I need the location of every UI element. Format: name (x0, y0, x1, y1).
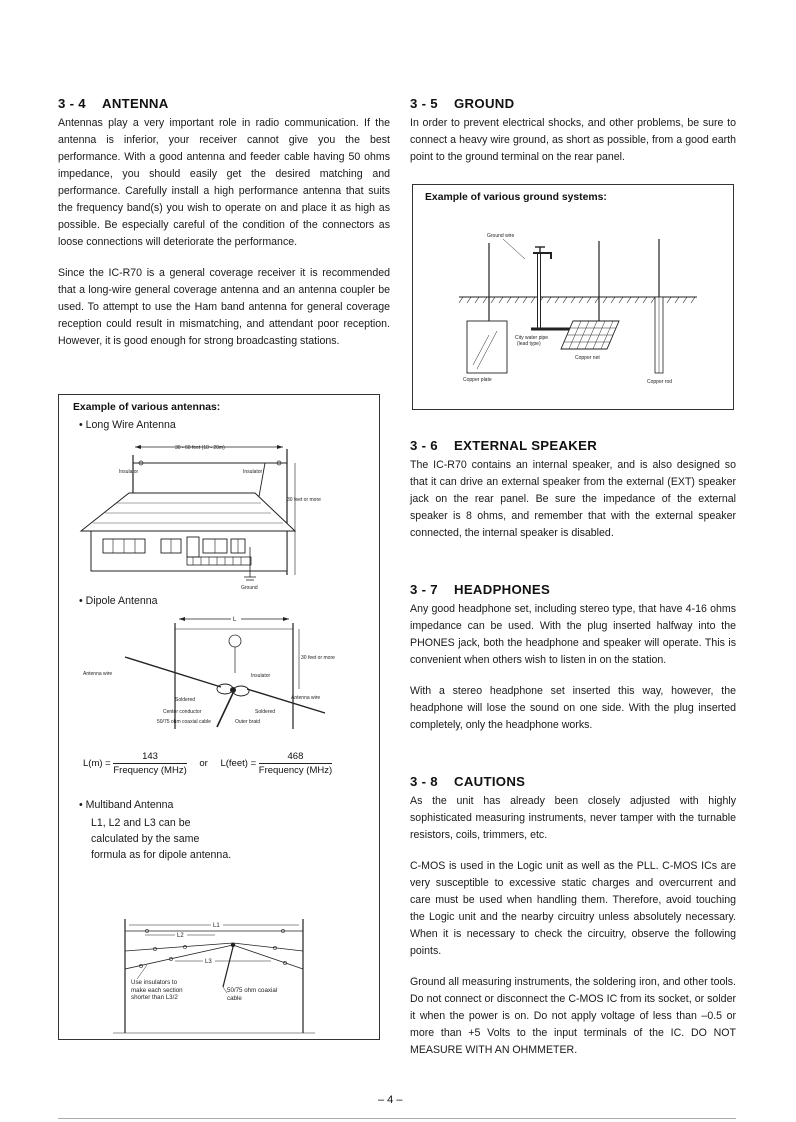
footer-rule (58, 1118, 736, 1119)
copper-rod-label: Copper rod (647, 379, 673, 385)
mb-L3-label: L3 (205, 959, 212, 965)
ground-systems-illustration (423, 225, 723, 405)
mb-insulator-note: Use insulators to make each section shorter than L3/2 (131, 979, 183, 1002)
section-heading (410, 438, 736, 453)
multiband-illustration (75, 903, 365, 1037)
lw-insulator-right: Insulator (243, 469, 263, 475)
lw-span-label: 30 - 60 feet (10 - 20m) (175, 445, 225, 451)
section-number: 3 - 8 (410, 774, 438, 789)
cautions-paragraph-3: Ground all measuring instruments, the soldering iron, and other tools. Do not connect or disconnect the C-MOS IC from its socket, or solder it when the power is on. Do not apply voltage of less than –0.5 or more than +5 Volts to the input terminals of the IC. DO NOT MEASURE WITH AN OHMMETER. (410, 976, 736, 1056)
ground-examples-box (412, 184, 734, 410)
formula-feet-numerator: 468 (259, 751, 332, 764)
section-external-speaker (410, 438, 736, 542)
section-number: 3 - 6 (410, 438, 438, 453)
antenna-examples-box (58, 394, 380, 1040)
section-title: CAUTIONS (454, 774, 526, 789)
headphones-paragraph-1: Any good headphone set, including stereo type, that have 4-16 ohms impedance can be used. With the plug inserted halfway into the PHONES jack, both the headphone and speaker will operate. This is convenient when others wish to listen in on the station. (410, 603, 736, 666)
section-number: 3 - 7 (410, 582, 438, 597)
section-heading (410, 582, 736, 597)
cautions-paragraph-2: C-MOS is used in the Logic unit as well as the PLL. C-MOS ICs are very susceptible to excessive static charges and overcurrent and care must be used when handling them. Therefore, avoid touching the Logic unit and the nearby circuitry unless absolutely necessary. When it is necessary to check the circuitry, observe the following points. (410, 860, 736, 957)
dipole-heading: • Dipole Antenna (79, 595, 158, 607)
dipole-insulator-label: Insulator (251, 673, 271, 679)
multiband-text: L1, L2 and L3 can be calculated by the same formula as for dipole antenna. (91, 817, 232, 861)
formula-meters-fraction (113, 751, 186, 776)
section-heading (410, 96, 736, 111)
multiband-heading: • Multiband Antenna (79, 799, 174, 811)
ground-wire-label: Ground wire (487, 233, 515, 239)
lw-insulator-left: Insulator (119, 469, 139, 475)
dipole-illustration (75, 609, 365, 739)
copper-plate-label: Copper plate (463, 377, 492, 383)
section-title: GROUND (454, 96, 515, 111)
section-antenna (58, 96, 390, 350)
dipole-antenna-wire-right: Antenna wire (291, 695, 321, 701)
section-number: 3 - 4 (58, 96, 86, 111)
copper-net-label: Copper net (575, 355, 600, 361)
section-heading (410, 774, 736, 789)
cautions-paragraph-1: As the unit has already been closely adjusted with highly sophisticated measuring instruments, never tamper with the turnable resistors, coils, trimmers, etc. (410, 795, 736, 841)
formula-meters-left: L(m) = (83, 758, 111, 770)
formula-or: or (199, 758, 208, 770)
section-number: 3 - 5 (410, 96, 438, 111)
formula-meters-denominator: Frequency (MHz) (113, 765, 187, 776)
dipole-coax-label: 50/75 ohm coaxial cable (157, 719, 211, 725)
section-title: HEADPHONES (454, 582, 551, 597)
ground-paragraph: In order to prevent electrical shocks, and other problems, be sure to connect a heavy wire ground, as short as possible, from a good earth point to the ground terminal on the rear panel. (410, 117, 736, 163)
speaker-paragraph: The IC-R70 contains an internal speaker, and is also designed so that it can drive an external speaker from the external (EXT) speaker jack on the rear panel. Be sure the impedance of the external speaker is 8 ohms, and remember that with the external speaker connected, the internal speaker is disabled. (410, 459, 736, 539)
section-headphones (410, 582, 736, 734)
formula-meters-numerator: 143 (113, 751, 186, 764)
lw-height-label: 30 feet or more (287, 497, 321, 503)
formula-feet-denominator: Frequency (MHz) (258, 765, 333, 776)
water-pipe-label-2: (lead type) (517, 341, 541, 347)
section-cautions (410, 774, 736, 1059)
length-formula (83, 751, 332, 776)
dipole-height-label: 30 feet or more (301, 655, 335, 661)
box-title: Example of various antennas: (73, 402, 221, 413)
long-wire-heading: • Long Wire Antenna (79, 419, 176, 431)
section-ground (410, 96, 736, 166)
section-heading (58, 96, 390, 111)
dipole-soldered-left: Soldered (175, 697, 196, 703)
formula-feet-fraction (259, 751, 332, 776)
dipole-braid-label: Outer braid (235, 719, 261, 725)
mb-L1-label: L1 (213, 923, 220, 929)
formula-feet-left: L(feet) = (220, 758, 257, 770)
box-title: Example of various ground systems: (425, 192, 607, 203)
long-wire-illustration (75, 435, 365, 595)
section-title: EXTERNAL SPEAKER (454, 438, 598, 453)
dipole-soldered-right: Soldered (255, 709, 276, 715)
dipole-antenna-wire-left: Antenna wire (83, 671, 113, 677)
page-number: – 4 – (378, 1094, 403, 1106)
mb-coax-label: 50/75 ohm coaxial cable (227, 987, 278, 1002)
headphones-paragraph-2: With a stereo headphone set inserted this way, however, the headphone will lose the sound on one side. With the plug inserted completely, only the headphone works. (410, 685, 736, 731)
section-title: ANTENNA (102, 96, 169, 111)
antenna-paragraph-2: Since the IC-R70 is a general coverage receiver it is recommended that a long-wire general coverage antenna and an antenna coupler be used. To attempt to use the Ham band antenna for general coverage reception could result in mismatching, and attendant poor reception. However, it is good enough for strong broadcasting stations. (58, 267, 390, 347)
dipole-center-label: Center conductor (163, 709, 202, 715)
water-pipe-label-1: City water pipe (515, 335, 549, 341)
antenna-paragraph-1: Antennas play a very important role in radio communication. If the antenna is inferior, your receiver cannot give you the best performance. With a good antenna and feeder cable having 50 ohms impedance, you should easily get the desired matching and performance. Carefully install a high performance antenna that suits the frequency band(s) you wish to operate on and place it as high as possible. Be especially careful of the condition of the connectors as loose connections will deteriorate the performance. (58, 117, 390, 248)
dipole-L-label: L (233, 617, 237, 623)
mb-L2-label: L2 (177, 933, 184, 939)
lw-ground-label: Ground (241, 585, 258, 591)
